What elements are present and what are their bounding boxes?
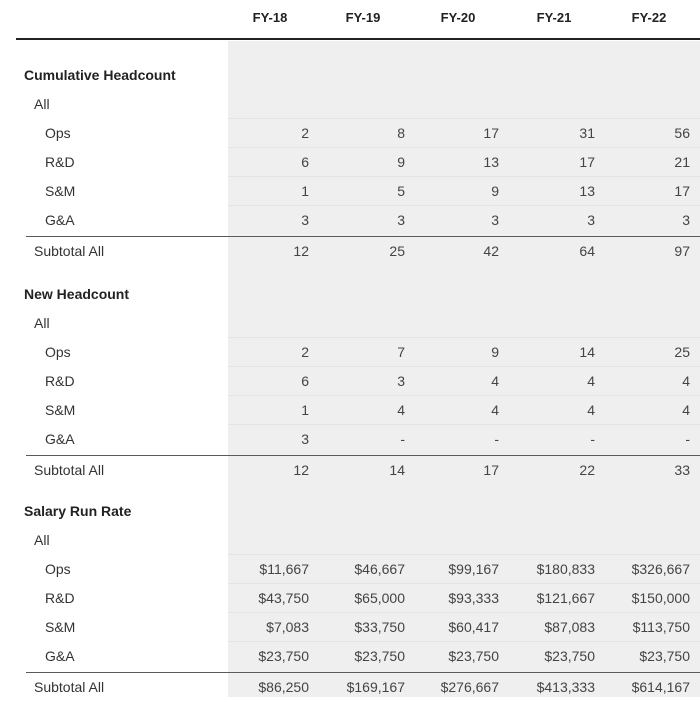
subtotal-cell: $614,167 bbox=[631, 679, 690, 695]
table-row-salary-run-rate-sm bbox=[0, 613, 700, 642]
value-cell: 2 bbox=[301, 125, 309, 141]
value-cell: $121,667 bbox=[536, 590, 595, 606]
subtotal-cell: 12 bbox=[293, 243, 309, 259]
value-cell: 17 bbox=[579, 154, 595, 170]
section-title: New Headcount bbox=[24, 286, 130, 302]
value-cell: 3 bbox=[397, 212, 405, 228]
value-cell: $65,000 bbox=[354, 590, 405, 606]
value-cell: $7,083 bbox=[266, 619, 309, 635]
value-cell: $99,167 bbox=[448, 561, 499, 577]
row-label: Ops bbox=[45, 125, 71, 141]
table-row-cumulative-headcount-rd bbox=[0, 148, 700, 177]
header-rule bbox=[16, 38, 700, 40]
value-cell: 1 bbox=[301, 402, 309, 418]
value-cell: 9 bbox=[491, 344, 499, 360]
value-cell: 3 bbox=[491, 212, 499, 228]
group-row-new-headcount bbox=[0, 309, 700, 338]
value-cell: 31 bbox=[579, 125, 595, 141]
subtotal-cell: 22 bbox=[579, 462, 595, 478]
table-row-new-headcount-ga bbox=[0, 425, 700, 454]
subtotal-cell: 17 bbox=[483, 462, 499, 478]
group-row-salary-run-rate bbox=[0, 526, 700, 555]
row-label: R&D bbox=[45, 590, 75, 606]
subtotal-cell: 33 bbox=[674, 462, 690, 478]
table-row-new-headcount-ops bbox=[0, 338, 700, 367]
value-cell: $23,750 bbox=[448, 648, 499, 664]
row-label: S&M bbox=[45, 402, 76, 418]
subtotal-cell: 64 bbox=[579, 243, 595, 259]
value-cell: 3 bbox=[682, 212, 690, 228]
group-label: All bbox=[34, 532, 50, 548]
subtotal-label: Subtotal All bbox=[34, 679, 105, 695]
value-cell: $46,667 bbox=[354, 561, 405, 577]
value-cell: $23,750 bbox=[639, 648, 690, 664]
subtotal-cell: 42 bbox=[483, 243, 499, 259]
value-cell: $87,083 bbox=[544, 619, 595, 635]
value-cell: 3 bbox=[301, 212, 309, 228]
value-cell: 9 bbox=[491, 183, 499, 199]
subtotal-cell: $413,333 bbox=[536, 679, 595, 695]
group-row-cumulative-headcount bbox=[0, 90, 700, 119]
value-cell: $23,750 bbox=[354, 648, 405, 664]
value-cell: 7 bbox=[397, 344, 405, 360]
subtotal-label: Subtotal All bbox=[34, 243, 105, 259]
value-cell: 21 bbox=[674, 154, 690, 170]
value-cell: $11,667 bbox=[259, 561, 309, 577]
value-cell: 4 bbox=[587, 373, 595, 389]
row-label: R&D bbox=[45, 154, 75, 170]
table-row-new-headcount-sm bbox=[0, 396, 700, 425]
value-cell: 4 bbox=[682, 402, 690, 418]
value-cell: $33,750 bbox=[354, 619, 405, 635]
subtotal-label: Subtotal All bbox=[34, 462, 105, 478]
subtotal-cell: $276,667 bbox=[440, 679, 499, 695]
section-header-cumulative-headcount bbox=[0, 61, 700, 90]
group-label: All bbox=[34, 96, 50, 112]
column-header-fy-18: FY-18 bbox=[252, 10, 288, 25]
value-cell: 9 bbox=[397, 154, 405, 170]
value-cell: $23,750 bbox=[258, 648, 309, 664]
subtotal-cell: 12 bbox=[293, 462, 309, 478]
value-cell: - bbox=[590, 431, 595, 447]
value-cell: 5 bbox=[397, 183, 405, 199]
value-cell: 6 bbox=[301, 373, 309, 389]
column-header-fy-22: FY-22 bbox=[631, 10, 667, 25]
section-header-new-headcount bbox=[0, 280, 700, 309]
value-cell: $60,417 bbox=[448, 619, 499, 635]
subtotal-cell: 25 bbox=[389, 243, 405, 259]
value-cell: $113,750 bbox=[632, 619, 690, 635]
value-cell: - bbox=[400, 431, 405, 447]
column-header-fy-21: FY-21 bbox=[536, 10, 572, 25]
row-label: Ops bbox=[45, 561, 71, 577]
value-cell: $326,667 bbox=[631, 561, 690, 577]
table-row-salary-run-rate-rd bbox=[0, 584, 700, 613]
value-cell: 6 bbox=[301, 154, 309, 170]
row-label: Ops bbox=[45, 344, 71, 360]
value-cell: 4 bbox=[491, 402, 499, 418]
value-cell: 4 bbox=[397, 402, 405, 418]
table-row-cumulative-headcount-ops bbox=[0, 119, 700, 148]
subtotal-cell: $169,167 bbox=[346, 679, 405, 695]
subtotal-cell: 14 bbox=[389, 462, 405, 478]
table-row-salary-run-rate-ops bbox=[0, 555, 700, 584]
row-label: G&A bbox=[45, 212, 75, 228]
row-label: G&A bbox=[45, 648, 75, 664]
value-cell: 56 bbox=[674, 125, 690, 141]
value-cell: 3 bbox=[301, 431, 309, 447]
subtotal-row-new-headcount bbox=[0, 456, 700, 485]
value-cell: 4 bbox=[491, 373, 499, 389]
column-header-fy-19: FY-19 bbox=[345, 10, 381, 25]
column-header-fy-20: FY-20 bbox=[440, 10, 476, 25]
value-cell: 3 bbox=[397, 373, 405, 389]
table-row-cumulative-headcount-sm bbox=[0, 177, 700, 206]
table-row-cumulative-headcount-ga bbox=[0, 206, 700, 235]
value-cell: 4 bbox=[682, 373, 690, 389]
row-label: G&A bbox=[45, 431, 75, 447]
row-label: S&M bbox=[45, 183, 76, 199]
value-cell: 13 bbox=[483, 154, 499, 170]
value-cell: $180,833 bbox=[536, 561, 595, 577]
value-cell: $23,750 bbox=[544, 648, 595, 664]
value-cell: 8 bbox=[397, 125, 405, 141]
value-cell: 2 bbox=[301, 344, 309, 360]
row-label: R&D bbox=[45, 373, 75, 389]
value-cell: - bbox=[685, 431, 690, 447]
table-row-salary-run-rate-ga bbox=[0, 642, 700, 671]
value-cell: 17 bbox=[674, 183, 690, 199]
value-cell: 1 bbox=[301, 183, 309, 199]
value-cell: $43,750 bbox=[258, 590, 309, 606]
value-cell: 13 bbox=[579, 183, 595, 199]
row-label: S&M bbox=[45, 619, 76, 635]
section-title: Cumulative Headcount bbox=[24, 67, 176, 83]
value-cell: 17 bbox=[483, 125, 499, 141]
subtotal-row-cumulative-headcount bbox=[0, 237, 700, 266]
value-cell: - bbox=[494, 431, 499, 447]
subtotal-cell: $86,250 bbox=[258, 679, 309, 695]
section-header-salary-run-rate bbox=[0, 497, 700, 526]
value-cell: 14 bbox=[579, 344, 595, 360]
subtotal-cell: 97 bbox=[674, 243, 690, 259]
table-row-new-headcount-rd bbox=[0, 367, 700, 396]
value-cell: 4 bbox=[587, 402, 595, 418]
value-cell: $93,333 bbox=[448, 590, 499, 606]
group-label: All bbox=[34, 315, 50, 331]
section-title: Salary Run Rate bbox=[24, 503, 132, 519]
subtotal-row-salary-run-rate bbox=[0, 673, 700, 702]
value-cell: 25 bbox=[674, 344, 690, 360]
value-cell: 3 bbox=[587, 212, 595, 228]
value-cell: $150,000 bbox=[631, 590, 690, 606]
